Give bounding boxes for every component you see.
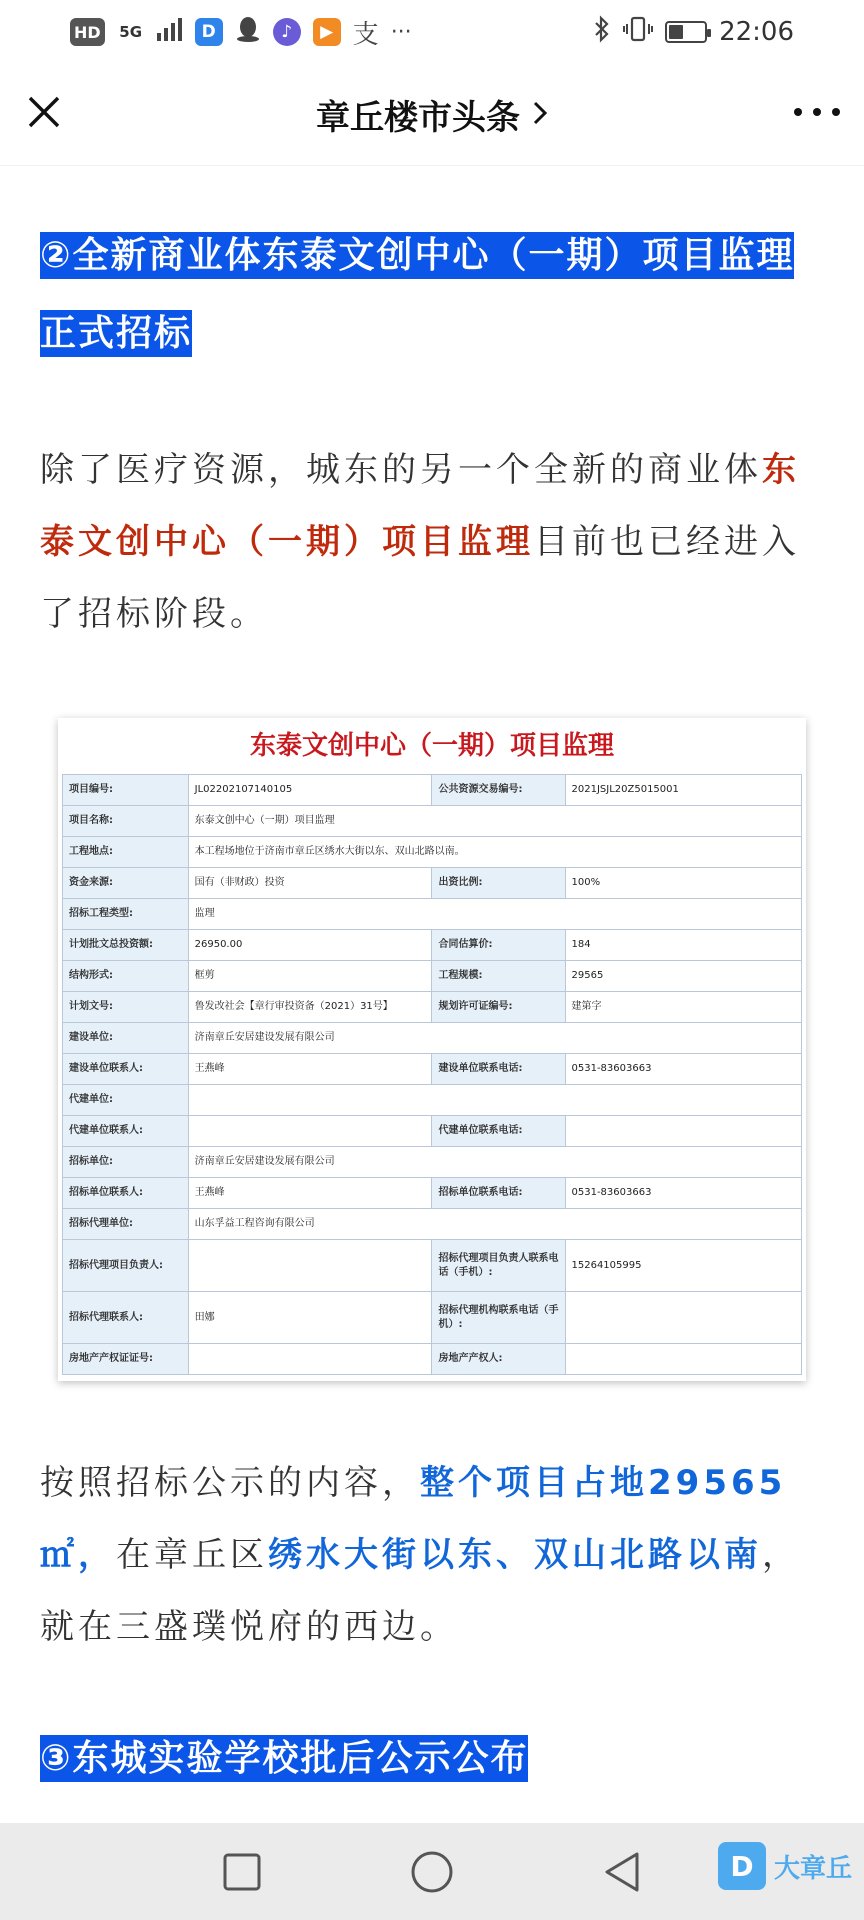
- clock: 22:06: [719, 17, 794, 47]
- table-label-cell: 招标单位联系电话:: [432, 1178, 565, 1209]
- table-row: [63, 1085, 802, 1116]
- more-dot-icon: [832, 108, 840, 116]
- qq-icon: [235, 15, 261, 50]
- table-value-cell: 26950.00: [188, 930, 432, 961]
- table-label-cell: 招标工程类型:: [63, 899, 189, 930]
- project-info-table-image[interactable]: [58, 718, 806, 1381]
- table-row: [63, 837, 802, 868]
- nav-bar: [0, 64, 864, 166]
- table-value-cell: 本工程场地位于济南市章丘区绣水大街以东、双山北路以南。: [188, 837, 801, 868]
- table-row: [63, 1054, 802, 1085]
- table-row: [63, 899, 802, 930]
- table-label-cell: 计划文号:: [63, 992, 189, 1023]
- recent-apps-button[interactable]: [217, 1847, 267, 1897]
- dazhangqiu-app-icon: D: [195, 18, 223, 46]
- square-icon: [222, 1852, 262, 1892]
- table-label-cell: 代建单位联系人:: [63, 1116, 189, 1147]
- paragraph-1: [40, 434, 830, 650]
- table-value-cell: [188, 1240, 432, 1292]
- table-value-cell: 2021JSJL20Z5015001: [565, 775, 802, 806]
- table-label-cell: 建设单位联系电话:: [432, 1054, 565, 1085]
- table-value-cell: 0531-83603663: [565, 1178, 802, 1209]
- table-value-cell: 济南章丘安居建设发展有限公司: [188, 1023, 801, 1054]
- table-label-cell: 房地产产权人:: [432, 1344, 565, 1375]
- section-3-heading: [40, 1723, 830, 1801]
- table-value-cell: 29565: [565, 961, 802, 992]
- paragraph-2-middle: 在章丘区: [116, 1535, 268, 1575]
- table-label-cell: 招标代理项目负责人联系电话（手机）:: [432, 1240, 565, 1292]
- table-label-cell: 资金来源:: [63, 868, 189, 899]
- table-label-cell: 招标单位:: [63, 1147, 189, 1178]
- table-label-cell: 代建单位联系电话:: [432, 1116, 565, 1147]
- table-label-cell: 规划许可证编号:: [432, 992, 565, 1023]
- back-button[interactable]: [597, 1847, 647, 1897]
- more-dot-icon: [813, 108, 821, 116]
- table-label-cell: 招标单位联系人:: [63, 1178, 189, 1209]
- table-row: [63, 806, 802, 837]
- table-value-cell: 监理: [188, 899, 801, 930]
- table-value-cell: 王燕峰: [188, 1178, 432, 1209]
- table-label-cell: 招标代理机构联系电话（手机）:: [432, 1292, 565, 1344]
- table-label-cell: 招标代理联系人:: [63, 1292, 189, 1344]
- paragraph-1-prefix: 除了医疗资源，城东的另一个全新的商业体: [40, 450, 762, 490]
- table-value-cell: [565, 1116, 802, 1147]
- video-icon: ▶: [313, 18, 341, 46]
- vibrate-icon: [623, 15, 653, 50]
- table-row: [63, 1240, 802, 1292]
- table-row: [63, 961, 802, 992]
- table-label-cell: 合同估算价:: [432, 930, 565, 961]
- paragraph-1-suffix: 目前也已经进入了招标阶段。: [40, 522, 800, 634]
- triangle-back-icon: [602, 1850, 642, 1894]
- signal-icon: [157, 17, 183, 48]
- project-info-table: [62, 774, 802, 1375]
- article-content: [0, 166, 864, 1801]
- table-row: [63, 868, 802, 899]
- watermark: [718, 1842, 852, 1890]
- table-label-cell: 工程规模:: [432, 961, 565, 992]
- table-label-cell: 项目名称:: [63, 806, 189, 837]
- table-value-cell: 15264105995: [565, 1240, 802, 1292]
- status-bar-left: [70, 14, 412, 51]
- table-value-cell: 鲁发改社会【章行审投资备（2021）31号】: [188, 992, 432, 1023]
- chevron-right-icon: [532, 95, 548, 135]
- home-button[interactable]: [407, 1847, 457, 1897]
- table-row: [63, 1147, 802, 1178]
- table-value-cell: [188, 1085, 801, 1116]
- table-value-cell: 东泰文创中心（一期）项目监理: [188, 806, 801, 837]
- table-value-cell: 建第字: [565, 992, 802, 1023]
- section-2-heading: [40, 220, 830, 376]
- table-row: [63, 1209, 802, 1240]
- table-label-cell: 建设单位:: [63, 1023, 189, 1054]
- more-dot-icon: [794, 108, 802, 116]
- table-label-cell: 项目编号:: [63, 775, 189, 806]
- paragraph-2-suffix: ，就在三盛璞悦府的西边。: [40, 1535, 800, 1647]
- more-notifications: ···: [390, 19, 412, 45]
- close-icon: [24, 92, 64, 132]
- table-label-cell: 公共资源交易编号:: [432, 775, 565, 806]
- paragraph-2-prefix: 按照招标公示的内容，: [40, 1463, 420, 1503]
- table-row: [63, 1023, 802, 1054]
- table-value-cell: [565, 1344, 802, 1375]
- table-value-cell: [188, 1116, 432, 1147]
- table-label-cell: 建设单位联系人:: [63, 1054, 189, 1085]
- table-label-cell: 代建单位:: [63, 1085, 189, 1116]
- table-value-cell: 田娜: [188, 1292, 432, 1344]
- table-label-cell: 招标代理项目负责人:: [63, 1240, 189, 1292]
- music-icon: ♪: [273, 18, 301, 46]
- section-2-heading-text: ②全新商业体东泰文创中心（一期）项目监理正式招标: [40, 232, 794, 357]
- table-value-cell: 框剪: [188, 961, 432, 992]
- table-label-cell: 房地产产权证证号:: [63, 1344, 189, 1375]
- network-5g-icon: 5G: [119, 23, 143, 41]
- table-value-cell: 济南章丘安居建设发展有限公司: [188, 1147, 801, 1178]
- alipay-icon: 支: [352, 19, 379, 50]
- paragraph-1-highlight: 东泰文创中心（一期）项目监理: [40, 450, 800, 562]
- table-row: [63, 992, 802, 1023]
- table-row: [63, 1116, 802, 1147]
- paragraph-2-highlight-area: 整个项目占地29565㎡，: [40, 1463, 787, 1575]
- table-label-cell: 计划批文总投资额:: [63, 930, 189, 961]
- table-row: [63, 775, 802, 806]
- battery-icon: [665, 21, 707, 43]
- table-row: [63, 1292, 802, 1344]
- status-bar-right: [593, 15, 794, 50]
- table-label-cell: 工程地点:: [63, 837, 189, 868]
- account-title[interactable]: [316, 90, 548, 139]
- table-value-cell: [188, 1344, 432, 1375]
- watermark-text: 大章丘: [773, 1853, 852, 1884]
- watermark-logo: D: [718, 1842, 766, 1890]
- table-value-cell: 山东孚益工程咨询有限公司: [188, 1209, 801, 1240]
- hd-icon: HD: [70, 18, 105, 46]
- more-options-button[interactable]: [794, 94, 840, 130]
- table-row: [63, 1178, 802, 1209]
- table-value-cell: 100%: [565, 868, 802, 899]
- paragraph-2-highlight-location: 绣水大街以东、双山北路以南: [268, 1535, 762, 1575]
- table-value-cell: [565, 1292, 802, 1344]
- table-label-cell: 招标代理单位:: [63, 1209, 189, 1240]
- table-value-cell: JL02202107140105: [188, 775, 432, 806]
- circle-icon: [410, 1850, 454, 1894]
- table-value-cell: 王燕峰: [188, 1054, 432, 1085]
- table-value-cell: 184: [565, 930, 802, 961]
- table-value-cell: 0531-83603663: [565, 1054, 802, 1085]
- paragraph-2: [40, 1447, 830, 1663]
- table-row: [63, 1344, 802, 1375]
- table-row: [63, 930, 802, 961]
- close-button[interactable]: [24, 92, 64, 132]
- section-3-heading-text: ③东城实验学校批后公示公布: [40, 1735, 528, 1782]
- table-title: 东泰文创中心（一期）项目监理: [249, 731, 614, 761]
- bluetooth-icon: [593, 15, 611, 50]
- table-value-cell: 国有（非财政）投资: [188, 868, 432, 899]
- table-label-cell: 结构形式:: [63, 961, 189, 992]
- account-name: 章丘楼市头条: [316, 98, 520, 138]
- table-label-cell: 出资比例:: [432, 868, 565, 899]
- status-bar: [0, 0, 864, 64]
